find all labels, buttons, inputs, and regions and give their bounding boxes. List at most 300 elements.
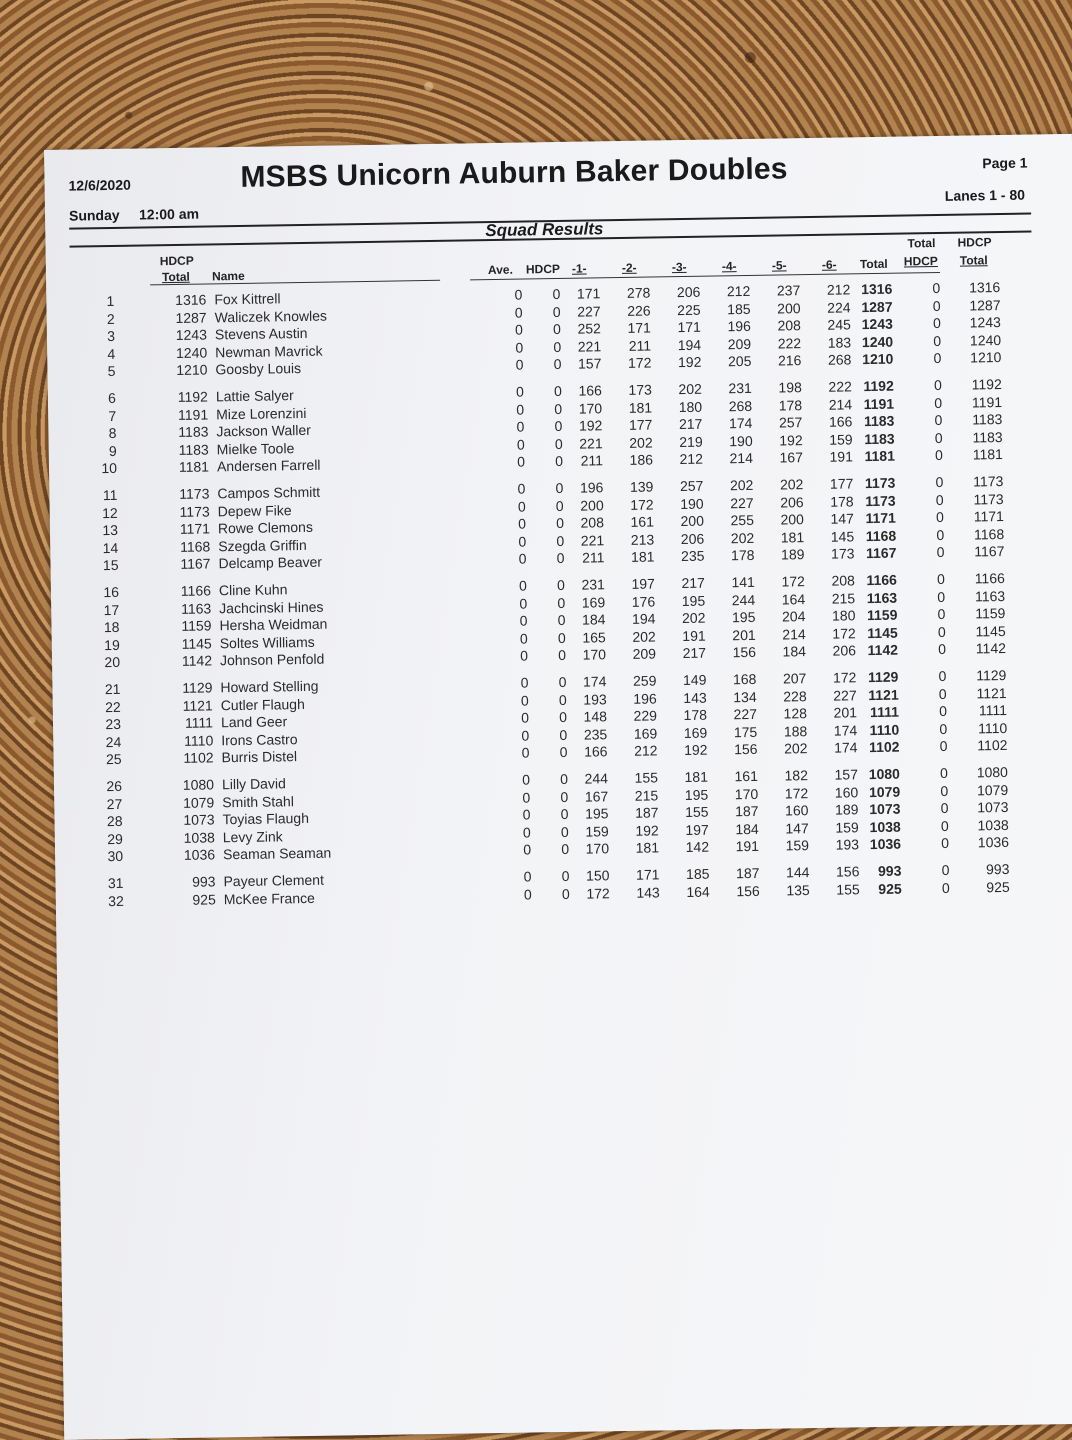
- cell-g1: 227: [577, 302, 601, 320]
- cell-total: 1111: [869, 703, 900, 721]
- cell-g1: 174: [582, 673, 607, 690]
- cell-name: Toyias Flaugh: [222, 810, 310, 828]
- cell-g4: 185: [727, 300, 751, 317]
- cell-g1: 170: [578, 399, 603, 417]
- cell-rank: 12: [102, 504, 118, 521]
- cell-g2: 202: [632, 628, 656, 645]
- cell-thdcp: 0: [937, 606, 946, 623]
- cell-g3: 192: [684, 742, 708, 759]
- cell-g3: 194: [677, 336, 702, 353]
- cell-g3: 195: [684, 786, 709, 803]
- cell-hdcp: 0: [556, 532, 565, 549]
- cell-name: Howard Stelling: [220, 677, 319, 696]
- cell-g4: 156: [736, 882, 760, 899]
- cell-g1: 171: [576, 285, 601, 302]
- cell-name: Delcamp Beaver: [218, 554, 323, 572]
- cell-g3: 195: [681, 592, 706, 609]
- cell-hdcp-total: 1173: [179, 485, 210, 502]
- cell-g2: 187: [635, 804, 659, 821]
- cell-g4: 156: [732, 644, 757, 661]
- cell-total: 1079: [868, 783, 901, 800]
- cell-g6: 201: [833, 704, 858, 721]
- cell-g5: 214: [782, 625, 806, 643]
- cell-hdcp-total: 1145: [181, 635, 212, 652]
- cell-thdcp: 0: [940, 800, 949, 817]
- cell-g4: 195: [731, 609, 756, 626]
- cell-ave: 0: [521, 727, 530, 744]
- cell-hdcp: 0: [553, 356, 562, 373]
- cell-hdcp: 0: [553, 382, 562, 400]
- cell-g5: 164: [781, 590, 806, 608]
- cell-total: 1183: [863, 412, 895, 430]
- cell-g6: 180: [831, 607, 856, 624]
- cell-g6: 214: [828, 395, 853, 413]
- cell-hdcp-total: 1038: [183, 829, 215, 846]
- cell-g3: 202: [681, 609, 706, 627]
- cell-ave: 0: [514, 286, 523, 303]
- cell-g3: 197: [685, 821, 709, 838]
- cell-g1: 159: [585, 823, 609, 840]
- cell-hdcp-total: 1163: [180, 600, 212, 617]
- cell-g3: 206: [676, 283, 701, 301]
- cell-total: 993: [877, 862, 902, 879]
- cell-g4: 255: [730, 512, 755, 529]
- cell-g6: 172: [832, 669, 857, 686]
- cell-hdcp: 0: [554, 435, 563, 452]
- cell-thdcp: 0: [932, 297, 941, 314]
- cell-g1: 192: [578, 417, 603, 434]
- cell-rank: 29: [107, 830, 123, 847]
- cell-hdcp: 0: [559, 726, 568, 743]
- cell-rank: 24: [105, 733, 122, 750]
- cell-final: 1183: [972, 428, 1003, 446]
- cell-g1: 235: [583, 726, 608, 743]
- cell-g2: 155: [634, 769, 659, 786]
- cell-ave: 0: [519, 612, 528, 629]
- cell-final: 1192: [971, 375, 1002, 393]
- cell-g6: 177: [829, 475, 854, 492]
- cell-thdcp: 0: [935, 491, 944, 508]
- cell-name: Levy Zink: [222, 828, 283, 846]
- cell-final: 1163: [974, 587, 1006, 605]
- cell-g5: 228: [783, 687, 807, 705]
- col-hdcp-total: Total: [161, 269, 190, 285]
- cell-thdcp: 0: [937, 623, 946, 640]
- cell-thdcp: 0: [941, 879, 950, 896]
- cell-g2: 215: [634, 787, 659, 804]
- cell-g6: 206: [832, 642, 857, 660]
- cell-g4: 205: [727, 353, 752, 370]
- cell-g2: 196: [633, 690, 657, 707]
- cell-name: Smith Stahl: [222, 792, 294, 810]
- cell-g1: 200: [580, 496, 604, 514]
- cell-hdcp: 0: [555, 497, 564, 514]
- cell-name: Jachcinski Hines: [219, 598, 324, 616]
- cell-ave: 0: [522, 789, 531, 806]
- cell-g2: 278: [626, 284, 651, 301]
- cell-thdcp: 0: [938, 641, 947, 658]
- cell-g2: 173: [628, 381, 652, 398]
- cell-rank: 26: [106, 777, 123, 795]
- cell-hdcp: 0: [556, 550, 565, 567]
- cell-g1: 221: [580, 532, 605, 549]
- cell-g3: 149: [682, 671, 707, 689]
- cell-thdcp: 0: [933, 376, 942, 394]
- cell-g6: 172: [832, 625, 856, 642]
- cell-thdcp: 0: [939, 764, 949, 782]
- cell-g4: 268: [728, 397, 753, 414]
- cell-hdcp-total: 1171: [179, 520, 211, 538]
- cell-hdcp-total: 993: [192, 873, 216, 890]
- cell-rank: 23: [105, 716, 122, 733]
- cell-hdcp: 0: [554, 418, 563, 435]
- cell-g6: 173: [830, 545, 855, 563]
- cell-hdcp: 0: [556, 576, 566, 593]
- cell-g6: 159: [829, 431, 853, 448]
- cell-hdcp: 0: [557, 594, 566, 611]
- section-title: Squad Results: [485, 219, 604, 241]
- cell-final: 1191: [971, 393, 1003, 411]
- lanes-label: Lanes 1 - 80: [944, 186, 1026, 204]
- cell-name: Stevens Austin: [214, 325, 308, 343]
- cell-hdcp-total: 1073: [183, 811, 215, 829]
- cell-hdcp-total: 1168: [180, 538, 211, 555]
- cell-ave: 0: [514, 321, 524, 338]
- cell-g4: 244: [731, 591, 756, 608]
- cell-g2: 161: [630, 513, 655, 531]
- cell-g2: 212: [634, 742, 658, 760]
- col-game-6: -6-: [821, 257, 837, 272]
- cell-hdcp: 0: [558, 647, 567, 664]
- cell-total: 1168: [865, 527, 897, 544]
- cell-g4: 187: [735, 864, 760, 882]
- cell-g6: 208: [831, 572, 855, 589]
- cell-thdcp: 0: [935, 509, 945, 526]
- cell-ave: 0: [515, 383, 524, 400]
- cell-g1: 169: [581, 593, 606, 611]
- cell-g4: 209: [727, 335, 752, 353]
- cell-final: 993: [985, 860, 1010, 878]
- cell-name: Seaman Seaman: [222, 844, 332, 863]
- cell-g5: 172: [781, 573, 805, 590]
- cell-g3: 171: [677, 318, 701, 336]
- cell-g6: 193: [835, 836, 860, 854]
- cell-g4: 201: [732, 626, 756, 644]
- cell-name: Burris Distel: [221, 748, 298, 766]
- cell-g5: 204: [781, 608, 806, 625]
- cell-rank: 31: [107, 874, 124, 892]
- cell-g5: 189: [780, 546, 805, 563]
- cell-hdcp: 0: [558, 691, 567, 708]
- cell-g6: 245: [827, 316, 851, 333]
- cell-g6: 160: [834, 783, 859, 801]
- cell-g1: 231: [581, 576, 606, 593]
- cell-g5: 207: [782, 670, 807, 687]
- cell-final: 1036: [977, 834, 1010, 851]
- cell-ave: 0: [522, 824, 531, 841]
- cell-g6: 189: [834, 801, 859, 818]
- cell-g2: 229: [633, 707, 658, 724]
- cell-hdcp-total: 1079: [182, 794, 215, 811]
- cell-g5: 198: [778, 379, 802, 396]
- cell-g3: 180: [678, 398, 703, 415]
- cell-g4: 214: [729, 450, 754, 467]
- cell-thdcp: 0: [936, 544, 945, 561]
- cell-g4: 187: [734, 803, 759, 820]
- cell-g3: 142: [685, 839, 710, 856]
- cell-g1: 244: [584, 770, 609, 787]
- cell-final: 1171: [973, 508, 1004, 525]
- cell-g4: 191: [735, 838, 760, 855]
- cell-thdcp: 0: [939, 703, 948, 720]
- cell-g4: 168: [732, 670, 757, 688]
- cell-g5: 222: [777, 334, 802, 352]
- cell-rank: 28: [106, 813, 123, 830]
- cell-total: 1163: [866, 589, 898, 606]
- page-number: Page 1: [982, 154, 1028, 172]
- cell-hdcp-total: 1192: [177, 388, 209, 405]
- cell-g1: 150: [585, 867, 610, 884]
- cell-g6: 191: [829, 448, 854, 466]
- cell-final: 925: [986, 878, 1010, 895]
- cell-hdcp-total: 1111: [184, 714, 214, 732]
- cell-ave: 0: [516, 418, 525, 435]
- cell-g1: 148: [583, 708, 608, 725]
- cell-g6: 174: [834, 739, 858, 757]
- cell-thdcp: 0: [933, 332, 942, 349]
- cell-rank: 25: [105, 751, 122, 768]
- cell-g1: 165: [582, 629, 606, 646]
- cell-hdcp-total: 1080: [182, 776, 215, 793]
- cell-g5: 144: [785, 864, 810, 881]
- cell-total: 1171: [865, 509, 897, 527]
- cell-g3: 217: [678, 415, 703, 433]
- cell-hdcp: 0: [560, 788, 569, 805]
- cell-g5: 192: [779, 431, 803, 449]
- cell-g6: 166: [828, 413, 853, 430]
- cell-g2: 139: [629, 478, 654, 495]
- cell-g2: 181: [628, 399, 653, 416]
- cell-g2: 181: [630, 548, 655, 566]
- cell-rank: 7: [108, 407, 117, 424]
- cell-g6: 183: [827, 334, 852, 351]
- cell-final: 1110: [977, 719, 1008, 737]
- cell-hdcp-total: 1166: [180, 582, 212, 599]
- cell-total: 1192: [863, 377, 894, 395]
- cell-name: Rowe Clemons: [217, 519, 314, 537]
- cell-g5: 208: [777, 317, 801, 334]
- cell-g1: 167: [584, 787, 609, 805]
- cell-hdcp-total: 1173: [179, 503, 210, 520]
- cell-g1: 211: [582, 549, 605, 566]
- cell-final: 1073: [977, 799, 1009, 816]
- cell-ave: 0: [517, 480, 526, 497]
- cell-g4: 141: [731, 573, 755, 591]
- cell-rank: 17: [103, 601, 120, 618]
- cell-g5: 160: [784, 802, 809, 819]
- cell-g2: 176: [631, 593, 656, 610]
- cell-ave: 0: [523, 868, 532, 885]
- cell-g1: 193: [583, 690, 607, 708]
- day-label: Sunday: [68, 206, 120, 224]
- cell-total: 1181: [864, 448, 896, 465]
- cell-g3: 202: [678, 380, 702, 398]
- cell-hdcp: 0: [552, 285, 561, 303]
- cell-name: Jackson Waller: [216, 422, 311, 440]
- cell-g5: 206: [780, 493, 804, 511]
- cell-g3: 219: [679, 433, 703, 450]
- cell-g3: 178: [683, 706, 708, 724]
- cell-final: 1166: [974, 569, 1005, 587]
- cell-g4: 202: [730, 529, 755, 547]
- cell-name: Hersha Weidman: [219, 615, 328, 634]
- cell-g6: 268: [827, 351, 852, 369]
- cell-thdcp: 0: [937, 588, 946, 605]
- cell-hdcp: 0: [559, 744, 568, 761]
- cell-name: Payeur Clement: [223, 871, 325, 890]
- report-title: MSBS Unicorn Auburn Baker Doubles: [240, 152, 788, 194]
- cell-g2: 171: [635, 866, 660, 883]
- cell-thdcp: 0: [932, 315, 941, 332]
- cell-hdcp-total: 1191: [177, 406, 209, 423]
- cell-hdcp-total: 1159: [181, 617, 212, 635]
- cell-hdcp: 0: [561, 841, 570, 858]
- cell-hdcp: 0: [560, 770, 569, 787]
- cell-g1: 221: [577, 338, 602, 355]
- report-date: 12/6/2020: [68, 176, 131, 194]
- cell-thdcp: 0: [934, 429, 943, 446]
- cell-g3: 225: [677, 301, 701, 318]
- cell-g4: 178: [730, 547, 755, 564]
- cell-thdcp: 0: [934, 394, 943, 411]
- col-game-5: -5-: [771, 258, 787, 273]
- cell-g3: 155: [684, 803, 709, 821]
- cell-g5: 181: [780, 528, 805, 546]
- cell-rank: 18: [103, 619, 120, 636]
- cell-g4: 134: [733, 688, 757, 705]
- cell-g3: 192: [677, 354, 702, 371]
- cell-g6: 145: [830, 528, 855, 545]
- cell-hdcp: 0: [555, 453, 564, 470]
- cell-g3: 257: [679, 477, 704, 495]
- cell-g5: 159: [785, 837, 810, 854]
- cell-ave: 0: [517, 498, 526, 515]
- cell-total: 1080: [868, 765, 901, 783]
- cell-g2: 211: [628, 337, 652, 354]
- cell-hdcp-total: 1121: [182, 697, 213, 714]
- cell-total: 1287: [861, 298, 893, 315]
- cell-name: Irons Castro: [221, 730, 298, 749]
- cell-g5: 178: [778, 396, 803, 414]
- cell-rank: 14: [102, 539, 119, 556]
- cell-g1: 221: [579, 435, 603, 452]
- cell-g2: 186: [629, 451, 654, 469]
- cell-rank: 1: [106, 292, 115, 310]
- cell-name: Fox Kittrell: [214, 290, 281, 308]
- cell-ave: 0: [520, 674, 529, 691]
- time-label: 12:00 am: [138, 205, 200, 223]
- cell-hdcp-total: 925: [192, 890, 216, 908]
- cell-g1: 166: [584, 743, 608, 760]
- cell-g5: 147: [785, 819, 809, 837]
- cell-rank: 9: [108, 442, 117, 459]
- cell-thdcp: 0: [934, 447, 944, 464]
- cell-g5: 135: [786, 881, 810, 899]
- cell-g2: 171: [627, 319, 651, 337]
- cell-final: 1129: [976, 666, 1007, 684]
- cell-g3: 181: [684, 768, 709, 786]
- cell-hdcp-total: 1316: [175, 291, 207, 308]
- cell-g6: 178: [830, 492, 854, 510]
- cell-hdcp-total: 1287: [175, 309, 207, 326]
- cell-g4: 202: [729, 476, 754, 494]
- col-hdcp-top: HDCP: [159, 253, 194, 269]
- cell-total: 1110: [869, 721, 900, 738]
- cell-g1: 252: [577, 320, 601, 337]
- cell-ave: 0: [519, 595, 528, 612]
- cell-g4: 196: [727, 318, 751, 335]
- cell-hdcp: 0: [558, 673, 567, 690]
- cell-g6: 227: [833, 686, 857, 704]
- cell-g6: 157: [834, 766, 859, 783]
- cell-hdcp-total: 1102: [183, 749, 214, 767]
- cell-name: Depew Fike: [217, 501, 292, 519]
- cell-ave: 0: [522, 806, 531, 823]
- cell-g6: 159: [835, 819, 859, 836]
- cell-rank: 20: [104, 654, 121, 671]
- cell-name: Lilly David: [221, 775, 286, 793]
- cell-thdcp: 0: [935, 473, 944, 491]
- cell-total: 1183: [864, 430, 895, 447]
- cell-hdcp: 0: [560, 823, 569, 840]
- cell-hdcp: 0: [555, 479, 564, 497]
- cell-final: 1240: [969, 331, 1002, 349]
- cell-rank: 32: [108, 892, 124, 909]
- cell-final: 1121: [976, 684, 1007, 702]
- cell-g3: 200: [680, 512, 705, 530]
- cell-ave: 0: [515, 356, 524, 374]
- cell-ave: 0: [520, 692, 529, 709]
- cell-hdcp-total: 1210: [176, 361, 208, 379]
- cell-g1: 208: [580, 514, 605, 531]
- cell-g2: 213: [630, 531, 655, 548]
- cell-g4: 231: [728, 379, 752, 397]
- cell-name: McKee France: [223, 889, 315, 907]
- cell-g2: 259: [632, 672, 657, 689]
- cell-thdcp: 0: [938, 667, 947, 685]
- cell-g4: 212: [726, 282, 751, 300]
- cell-thdcp: 0: [938, 685, 947, 702]
- cell-final: 1183: [972, 411, 1003, 428]
- cell-thdcp: 0: [941, 835, 950, 852]
- cell-thdcp: 0: [932, 279, 941, 297]
- cell-total: 1142: [867, 642, 899, 659]
- cell-name: Soltes Williams: [219, 633, 315, 652]
- cell-g5: 200: [777, 299, 801, 317]
- cell-rank: 4: [107, 345, 116, 362]
- cell-ave: 0: [514, 304, 523, 321]
- cell-hdcp: 0: [561, 885, 570, 902]
- cell-g1: 166: [578, 382, 602, 399]
- cell-final: 1316: [968, 278, 1001, 296]
- col-game-1: -1-: [571, 261, 587, 276]
- cell-hdcp-total: 1183: [178, 441, 209, 458]
- cell-total: 1167: [865, 545, 897, 562]
- cell-rank: 8: [108, 425, 117, 442]
- cell-ave: 0: [515, 339, 524, 356]
- cell-g5: 188: [783, 722, 808, 740]
- cell-final: 1038: [977, 816, 1009, 834]
